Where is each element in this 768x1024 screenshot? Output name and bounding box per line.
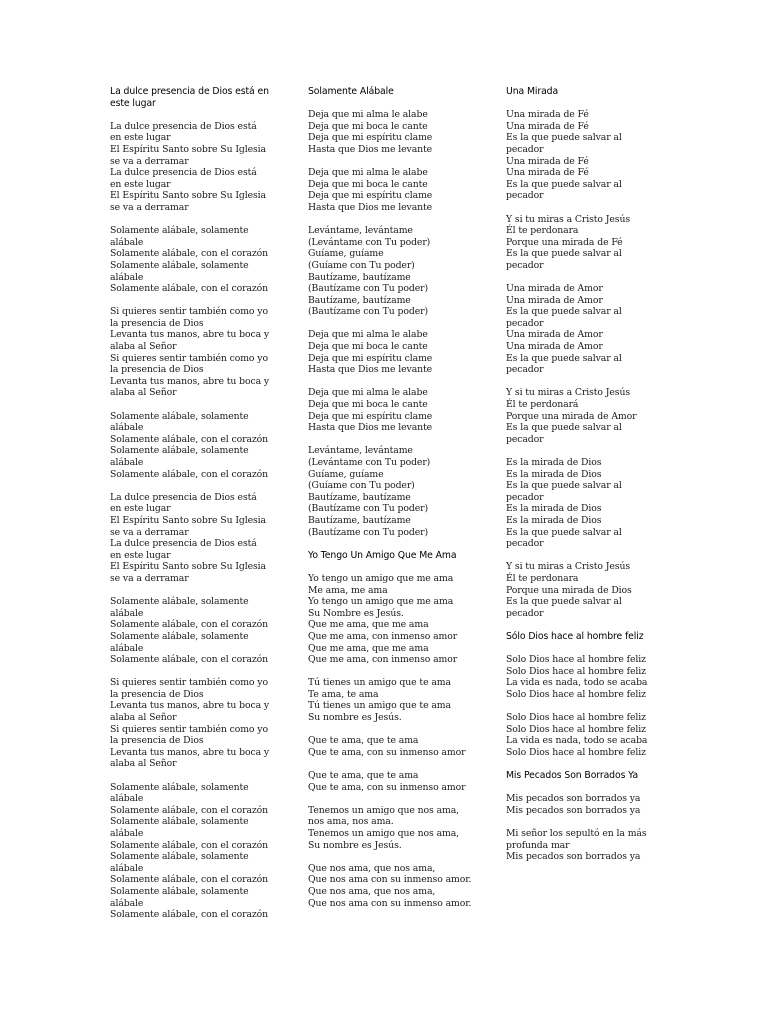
lyric-line: Una mirada de Fé (506, 167, 589, 179)
lyric-line: Te ama, te ama (308, 688, 379, 700)
lyric-line: (Bautízame con Tu poder) (308, 283, 428, 295)
lyric-line: Solamente alábale, con el corazón (110, 839, 269, 851)
lyric-line: Solamente alábale, solamente alábale (110, 816, 249, 839)
stanza (506, 561, 656, 619)
lyric-line: Deja que mi alma le alabe (308, 387, 428, 399)
song-title: Mis Pecados Son Borrados Ya (506, 770, 639, 782)
stanza (308, 445, 476, 538)
lyric-line: Que nos ama, que nos ama, (308, 885, 436, 897)
lyric-line: Guíame, guíame (308, 468, 384, 480)
lyric-line: Es la que puede salvar al pecador (506, 526, 622, 550)
lyric-line: Solo Dios hace al hombre feliz (506, 654, 646, 666)
lyric-line: Es la que puede salvar al pecador (506, 306, 622, 329)
lyric-line: Es la mirada de Dios (506, 503, 602, 515)
lyric-line: Tenemos un amigo que nos ama, (308, 828, 460, 839)
lyric-line: Levanta tus manos, abre tu boca y alaba al Señor (110, 700, 270, 724)
stanza (110, 596, 270, 666)
stanza (506, 283, 656, 376)
lyric-line: Si quieres sentir también como yo la presencia de Dios (110, 352, 268, 376)
lyric-line: Deja que mi alma le alabe (308, 109, 428, 121)
lyric-line: Que nos ama con su inmenso amor. (308, 874, 472, 886)
lyric-line: La dulce presencia de Dios está en este lugar (110, 120, 257, 144)
lyric-line: Deja que mi alma le alabe (308, 329, 428, 341)
lyric-line: nos ama, nos ama. (308, 816, 394, 828)
lyric-line: Levántame, levántame (308, 445, 413, 457)
lyric-line: Es la que puede salvar al pecador (506, 352, 622, 376)
stanza (308, 770, 476, 793)
lyric-line: Solamente alábale, solamente alábale (110, 781, 249, 805)
song (110, 86, 270, 921)
lyric-line: Si quieres sentir también como yo la presencia de Dios (110, 306, 268, 329)
lyric-line: Mi señor los sepultó en la más profunda mar (506, 828, 647, 851)
lyric-line: Porque una mirada de Fé (506, 236, 623, 248)
lyric-line: Solamente alábale, solamente alábale (110, 225, 249, 248)
stanza (506, 654, 656, 700)
lyric-line: Su nombre es Jesús. (308, 839, 402, 851)
stanza (308, 735, 476, 758)
lyric-line: Me ama, me ama (308, 584, 388, 596)
lyric-line: Que me ama, que me ama (308, 619, 429, 631)
lyric-line: Es la que puede salvar al pecador (506, 132, 622, 155)
lyric-line: Solamente alábale, con el corazón (110, 248, 269, 260)
lyric-line: Deja que mi boca le cante (308, 120, 428, 132)
lyric-line: Es la mirada de Dios (506, 468, 602, 480)
lyric-line: Mis pecados son borrados ya (506, 851, 641, 863)
column-2 (308, 86, 476, 921)
lyric-line: Solo Dios hace al hombre feliz (506, 688, 646, 700)
stanza (110, 411, 270, 481)
lyric-line: (Guíame con Tu poder) (308, 480, 415, 492)
song (506, 770, 656, 863)
lyric-line: Levanta tus manos, abre tu boca y alaba al Señor (110, 375, 270, 399)
lyric-line: Su nombre es Jesús. (308, 712, 402, 724)
lyric-line: Que te ama, que te ama (308, 770, 419, 782)
lyric-line: Tú tienes un amigo que te ama (308, 677, 451, 689)
lyric-line: El Espíritu Santo sobre Su Iglesia se va a derramar (110, 190, 267, 213)
lyric-line: Que me ama, que me ama (308, 642, 429, 654)
lyric-line: Deja que mi espíritu clame (308, 352, 433, 364)
stanza (308, 573, 476, 666)
lyric-line: (Levántame con Tu poder) (308, 457, 431, 468)
lyric-line: Yo tengo un amigo que me ama (308, 596, 454, 608)
lyric-line: Él te perdonara (506, 572, 579, 584)
stanza (308, 677, 476, 723)
lyric-line: Solamente alábale, solamente alábale (110, 410, 249, 434)
lyric-line: Que me ama, con inmenso amor (308, 630, 458, 642)
lyric-line: (Bautízame con Tu poder) (308, 503, 428, 515)
lyric-line: Solamente alábale, con el corazón (110, 468, 269, 480)
lyric-line: Y si tu miras a Cristo Jesús (506, 561, 631, 573)
lyric-line: Hasta que Dios me levante (308, 201, 433, 213)
lyric-line: Una mirada de Fé (506, 155, 589, 167)
song-title: Yo Tengo Un Amigo Que Me Ama (308, 549, 457, 561)
lyric-line: Solamente alábale, con el corazón (110, 433, 269, 445)
lyric-line: Solo Dios hace al hombre feliz (506, 712, 646, 724)
lyric-line: Levanta tus manos, abre tu boca y alaba al Señor (110, 329, 270, 353)
lyric-line: Hasta que Dios me levante (308, 143, 433, 155)
lyric-line: La vida es nada, todo se acaba (506, 735, 648, 747)
lyric-line: Solamente alábale, con el corazón (110, 619, 269, 631)
lyric-line: El Espíritu Santo sobre Su Iglesia se va a derramar (110, 143, 267, 167)
lyric-line: Bautízame, bautízame (308, 514, 411, 526)
lyric-line: Yo tengo un amigo que me ama (308, 572, 454, 584)
lyric-line: Bautízame, bautízame (308, 294, 411, 306)
stanza (308, 225, 476, 318)
lyric-line: Solo Dios hace al hombre feliz (506, 723, 646, 735)
lyric-line: Deja que mi boca le cante (308, 399, 428, 411)
lyric-line: Solamente alábale, solamente alábale (110, 851, 249, 874)
stanza (506, 387, 656, 445)
lyric-line: Una mirada de Amor (506, 283, 603, 295)
stanza (506, 712, 656, 758)
stanza (506, 214, 656, 272)
stanza (308, 167, 476, 213)
lyric-line: (Levántame con Tu poder) (308, 236, 431, 248)
stanza (110, 225, 270, 295)
stanza (506, 457, 656, 550)
stanza (506, 109, 656, 202)
lyric-line: Y si tu miras a Cristo Jesús (506, 387, 631, 399)
song (506, 631, 656, 759)
lyric-line: Que te ama, que te ama (308, 735, 419, 747)
lyric-line: La dulce presencia de Dios está en este lugar (110, 538, 257, 561)
lyric-line: Que nos ama, que nos ama, (308, 862, 436, 874)
stanza (308, 109, 476, 155)
lyric-line: Una mirada de Amor (506, 341, 603, 353)
lyric-line: Y si tu miras a Cristo Jesús (506, 213, 631, 225)
stanza (308, 805, 476, 851)
lyric-line: Que me ama, con inmenso amor (308, 654, 458, 666)
column-1 (110, 86, 270, 932)
lyric-line: Bautízame, bautízame (308, 491, 411, 503)
stanza (308, 329, 476, 375)
lyric-line: Deja que mi boca le cante (308, 341, 428, 353)
lyric-line: Solamente alábale, solamente alábale (110, 596, 249, 619)
lyric-line: Es la mirada de Dios (506, 514, 602, 526)
lyric-line: Deja que mi espíritu clame (308, 190, 433, 202)
song-title: Una Mirada (506, 86, 559, 97)
song-title: La dulce presencia de Dios está en este lugar (110, 86, 269, 109)
lyric-line: El Espíritu Santo sobre Su Iglesia se va a derramar (110, 514, 267, 538)
stanza (110, 306, 270, 399)
lyric-line: (Guíame con Tu poder) (308, 259, 415, 271)
stanza (506, 793, 656, 816)
lyric-line: Deja que mi espíritu clame (308, 410, 433, 422)
lyric-line: Solamente alábale, con el corazón (110, 909, 269, 921)
lyric-line: Solamente alábale, con el corazón (110, 654, 269, 666)
lyric-line: (Bautízame con Tu poder) (308, 526, 428, 538)
lyric-line: Levanta tus manos, abre tu boca y alaba al Señor (110, 746, 270, 770)
lyric-line: Una mirada de Fé (506, 120, 589, 132)
lyric-line: (Bautízame con Tu poder) (308, 306, 428, 318)
lyric-line: Solamente alábale, solamente alábale (110, 630, 249, 654)
lyric-line: Él te perdonará (506, 399, 579, 411)
column-3 (506, 86, 656, 874)
lyric-line: Levántame, levántame (308, 225, 413, 237)
lyric-line: La vida es nada, todo se acaba (506, 677, 648, 689)
lyric-line: Es la mirada de Dios (506, 457, 602, 468)
lyric-line: Una mirada de Amor (506, 329, 603, 341)
lyric-line: Solamente alábale, solamente alábale (110, 885, 249, 909)
song (308, 86, 476, 538)
lyric-line: Es la que puede salvar al pecador (506, 248, 622, 271)
lyric-line: Deja que mi boca le cante (308, 178, 428, 190)
lyric-line: Solamente alábale, con el corazón (110, 283, 269, 295)
lyric-line: Si quieres sentir también como yo la presencia de Dios (110, 677, 268, 700)
lyric-line: Solo Dios hace al hombre feliz (506, 746, 646, 758)
lyric-line: Hasta que Dios me levante (308, 364, 433, 376)
stanza (308, 863, 476, 909)
song-title: Solamente Alábale (308, 86, 394, 97)
lyric-line: Solamente alábale, solamente alábale (110, 445, 249, 468)
lyric-line: Su Nombre es Jesús. (308, 607, 404, 619)
lyric-line: Que nos ama con su inmenso amor. (308, 897, 472, 909)
lyric-line: Hasta que Dios me levante (308, 422, 433, 434)
stanza (110, 782, 270, 921)
lyric-line: Si quieres sentir también como yo la presencia de Dios (110, 723, 268, 747)
song (308, 550, 476, 909)
song (506, 86, 656, 619)
stanza (110, 492, 270, 585)
lyric-line: Tenemos un amigo que nos ama, (308, 804, 460, 816)
lyric-line: Solamente alábale, solamente alábale (110, 259, 249, 283)
lyric-line: Guíame, guíame (308, 248, 384, 260)
lyric-line: Una mirada de Fé (506, 109, 589, 121)
stanza (506, 828, 656, 863)
lyric-line: Deja que mi alma le alabe (308, 167, 428, 179)
stanza (110, 677, 270, 770)
lyric-line: Es la que puede salvar al pecador (506, 178, 622, 202)
lyric-line: El Espíritu Santo sobre Su Iglesia se va a derramar (110, 561, 267, 584)
lyric-line: Una mirada de Amor (506, 294, 603, 306)
song-title: Sólo Dios hace al hombre feliz (506, 630, 644, 642)
lyric-line: Es la que puede salvar al pecador (506, 480, 622, 503)
lyric-line: Que te ama, con su inmenso amor (308, 781, 466, 793)
lyric-line: Solamente alábale, con el corazón (110, 874, 269, 886)
lyric-line: Porque una mirada de Amor (506, 410, 637, 422)
lyric-line: Porque una mirada de Dios (506, 584, 632, 596)
lyric-line: Mis pecados son borrados ya (506, 804, 641, 816)
stanza (110, 121, 270, 214)
lyric-line: La dulce presencia de Dios está en este lugar (110, 167, 257, 190)
lyric-line: Bautízame, bautízame (308, 271, 411, 283)
lyric-line: Es la que puede salvar al pecador (506, 596, 622, 619)
lyric-line: Solo Dios hace al hombre feliz (506, 665, 646, 677)
lyric-line: Deja que mi espíritu clame (308, 132, 433, 144)
lyric-line: Que te ama, con su inmenso amor (308, 746, 466, 758)
lyric-line: Él te perdonara (506, 225, 579, 237)
lyric-line: Solamente alábale, con el corazón (110, 804, 269, 816)
stanza (308, 387, 476, 433)
lyric-line: Tú tienes un amigo que te ama (308, 700, 451, 712)
lyric-line: Mis pecados son borrados ya (506, 793, 641, 805)
lyric-line: La dulce presencia de Dios está en este lugar (110, 491, 257, 515)
lyric-line: Es la que puede salvar al pecador (506, 422, 622, 445)
